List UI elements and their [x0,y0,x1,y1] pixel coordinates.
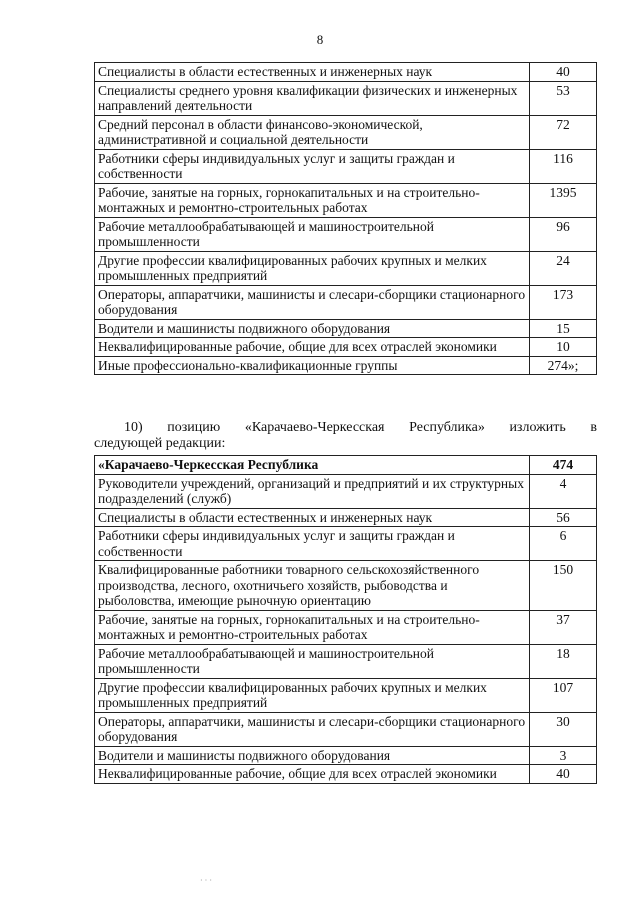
table-row [95,217,597,251]
occupation-count-cell: 116 [530,149,597,183]
occupation-count-cell: 24 [530,251,597,285]
occupation-name-cell: Неквалифицированные рабочие, общие для всех отраслей экономики [95,338,530,357]
paragraph-word: в [590,420,597,435]
occupation-name-cell: Операторы, аппаратчики, машинисты и слесари-сборщики стационарного оборудования [95,712,530,746]
paragraph-word: изложить [509,420,566,435]
occupation-count-cell: 107 [530,678,597,712]
occupation-name-cell: Рабочие металлообрабатывающей и машиностроительной промышленности [95,217,530,251]
table-row [95,527,597,561]
paragraph-second-line: следующей редакции: [94,436,226,451]
occupation-name-cell: Специалисты в области естественных и инженерных наук [95,63,530,82]
table-row [95,746,597,765]
region-total-cell: 474 [530,456,597,475]
table-row [95,561,597,611]
table-row [95,319,597,338]
occupation-name-cell: Неквалифицированные рабочие, общие для всех отраслей экономики [95,765,530,784]
table-row [95,644,597,678]
occupation-count-cell: 6 [530,527,597,561]
table-row [95,356,597,375]
occupation-name-cell: Работники сферы индивидуальных услуг и защиты граждан и собственности [95,149,530,183]
occupation-count-cell: 56 [530,508,597,527]
table-row [95,149,597,183]
table-row [95,285,597,319]
occupation-count-cell: 37 [530,610,597,644]
paragraph-word: «Карачаево-Черкесская [244,420,385,435]
occupation-count-cell: 173 [530,285,597,319]
table-row [95,338,597,357]
occupation-count-cell: 40 [530,63,597,82]
occupation-count-cell: 3 [530,746,597,765]
occupation-count-cell: 96 [530,217,597,251]
table-row [95,63,597,82]
occupation-name-cell: Средний персонал в области финансово-экономической, административной и социальной деятельности [95,115,530,149]
occupation-name-cell: Водители и машинисты подвижного оборудования [95,319,530,338]
table-row [95,81,597,115]
occupation-count-cell: 10 [530,338,597,357]
table-row [95,183,597,217]
occupation-name-cell: Руководители учреждений, организаций и предприятий и их структурных подразделений (служб) [95,474,530,508]
occupation-name-cell: Рабочие, занятые на горных, горнокапитальных и на строительно-монтажных и ремонтно-строительных работах [95,183,530,217]
occupation-count-cell: 15 [530,319,597,338]
table-row [95,610,597,644]
page-number: 8 [316,32,324,47]
occupation-name-cell: Рабочие металлообрабатывающей и машиностроительной промышленности [95,644,530,678]
paragraph-word: 10) [124,420,143,435]
occupation-name-cell: Специалисты среднего уровня квалификации физических и инженерных направлений деятельности [95,81,530,115]
table-row [95,474,597,508]
occupation-name-cell: Иные профессионально-квалификационные группы [95,356,530,375]
occupation-name-cell: Водители и машинисты подвижного оборудования [95,746,530,765]
occupation-count-cell: 30 [530,712,597,746]
region-name-cell: «Карачаево-Черкесская Республика [95,456,530,475]
paragraph-first-line [94,420,597,436]
occupation-count-cell: 150 [530,561,597,611]
occupation-count-cell: 72 [530,115,597,149]
occupation-count-cell: 4 [530,474,597,508]
occupation-name-cell: Рабочие, занятые на горных, горнокапитальных и на строительно-монтажных и ремонтно-строительных работах [95,610,530,644]
occupation-name-cell: Другие профессии квалифицированных рабочих крупных и мелких промышленных предприятий [95,678,530,712]
paragraph-word: Республика» [409,420,485,435]
region-header-row [95,456,597,475]
occupation-count-cell: 40 [530,765,597,784]
scan-artifact: · · · [200,876,212,885]
table-row [95,115,597,149]
occupation-count-cell: 53 [530,81,597,115]
occupation-count-cell: 1395 [530,183,597,217]
table-row [95,508,597,527]
occupation-name-cell: Работники сферы индивидуальных услуг и защиты граждан и собственности [95,527,530,561]
table-row [95,678,597,712]
table-row [95,251,597,285]
occupation-name-cell: Операторы, аппаратчики, машинисты и слесари-сборщики стационарного оборудования [95,285,530,319]
occupation-table-continued [94,62,597,375]
occupation-name-cell: Квалифицированные работники товарного сельскохозяйственного производства, лесного, охотничьего хозяйств, рыбоводства и рыболовства, имеющие рыночную ориентацию [95,561,530,611]
occupation-name-cell: Специалисты в области естественных и инженерных наук [95,508,530,527]
table-row [95,712,597,746]
karachay-cherkess-table [94,455,597,784]
amendment-paragraph [94,420,597,452]
occupation-count-cell: 18 [530,644,597,678]
occupation-name-cell: Другие профессии квалифицированных рабочих крупных и мелких промышленных предприятий [95,251,530,285]
table-row [95,765,597,784]
occupation-count-cell: 274»; [530,356,597,375]
paragraph-word: позицию [167,420,221,435]
